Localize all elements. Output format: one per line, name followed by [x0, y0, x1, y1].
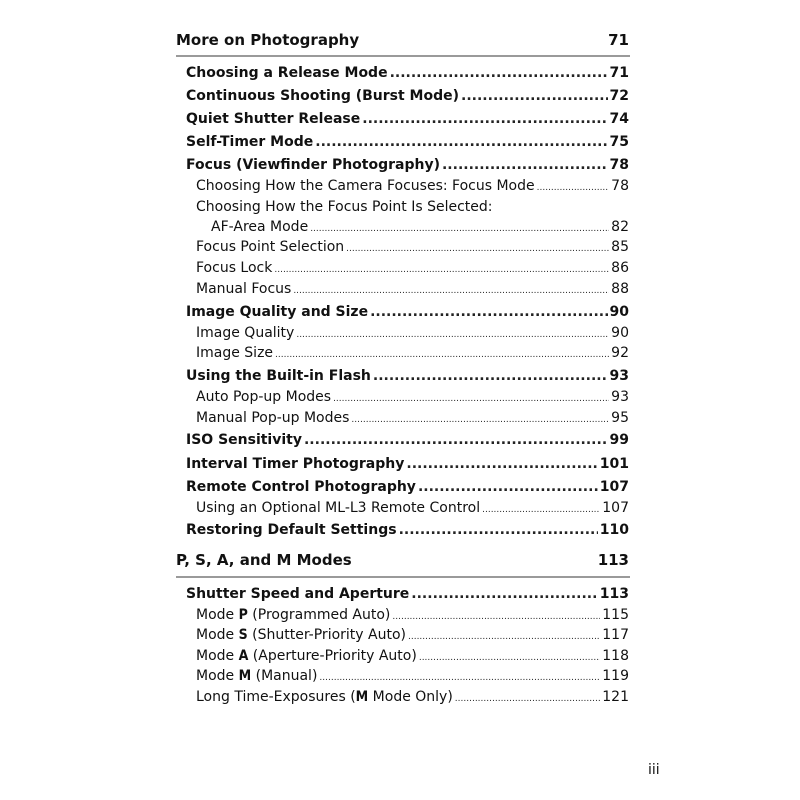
- entry-text: (Aperture-Priority Auto): [248, 648, 417, 664]
- entry-page: 78: [609, 157, 629, 173]
- toc-subentry[interactable]: [196, 689, 629, 705]
- entry-text: (Shutter-Priority Auto): [247, 627, 406, 643]
- entry-page: 95: [611, 410, 629, 426]
- entry-page: 75: [609, 134, 629, 150]
- mode-letter: A: [238, 648, 249, 664]
- section-title: More on Photography: [176, 31, 360, 49]
- toc-subentry[interactable]: [196, 239, 629, 255]
- toc-entry[interactable]: [186, 456, 629, 472]
- entry-title: Auto Pop-up Modes: [196, 389, 332, 405]
- toc-entry[interactable]: [186, 134, 629, 150]
- entry-page: 85: [611, 239, 629, 255]
- entry-title: Using an Optional ML-L3 Remote Control: [196, 500, 481, 516]
- entry-text: (Manual): [251, 668, 318, 684]
- entry-title: Restoring Default Settings: [186, 522, 397, 538]
- entry-page: 121: [602, 689, 629, 705]
- entry-page: 118: [602, 648, 629, 664]
- dot-leader: [442, 157, 608, 173]
- entry-page: 72: [609, 88, 629, 104]
- entry-prefix: Mode: [196, 627, 239, 643]
- entry-title: Focus Point Selection: [196, 239, 345, 255]
- entry-title: Remote Control Photography: [186, 479, 416, 495]
- entry-page: 74: [609, 111, 629, 127]
- section-page: 113: [597, 551, 629, 569]
- toc-entry[interactable]: [186, 111, 629, 127]
- mode-letter: M: [355, 689, 369, 705]
- dot-leader: [399, 522, 598, 538]
- entry-title: Continuous Shooting (Burst Mode): [186, 88, 460, 104]
- dot-leader: [315, 134, 607, 150]
- toc-subentry[interactable]: [196, 410, 629, 426]
- entry-title: Image Size: [196, 345, 274, 361]
- toc-entry[interactable]: [186, 88, 629, 104]
- section-title: P, S, A, and M Modes: [176, 551, 352, 569]
- entry-title: [196, 607, 390, 623]
- dot-leader: [293, 286, 609, 296]
- dot-leader: [346, 244, 609, 254]
- entry-page: 110: [599, 522, 629, 538]
- toc-subentry[interactable]: [196, 648, 629, 664]
- entry-title: Self-Timer Mode: [186, 134, 314, 150]
- toc-subentry[interactable]: [196, 325, 629, 341]
- dot-leader: [482, 505, 600, 515]
- page-number: iii: [648, 762, 660, 778]
- toc-entry[interactable]: [186, 304, 629, 320]
- dot-leader: [304, 432, 608, 448]
- entry-title: Quiet Shutter Release: [186, 111, 361, 127]
- toc-entry[interactable]: [186, 65, 629, 81]
- entry-page: 119: [602, 668, 629, 684]
- dot-leader: [319, 673, 600, 683]
- entry-page: 101: [599, 456, 629, 472]
- mode-letter: S: [238, 627, 248, 643]
- entry-page: 107: [602, 500, 629, 516]
- toc-subentry-first-line[interactable]: Choosing How the Focus Point Is Selected:: [196, 199, 493, 215]
- dot-leader: [373, 368, 608, 384]
- toc-subentry[interactable]: [196, 668, 629, 684]
- dot-leader: [390, 65, 608, 81]
- entry-page: 78: [611, 178, 629, 194]
- dot-leader: [461, 88, 607, 104]
- entry-title: [196, 627, 406, 643]
- toc-entry[interactable]: [186, 479, 629, 495]
- dot-leader: [419, 653, 600, 663]
- dot-leader: [362, 111, 607, 127]
- entry-title: [196, 689, 453, 705]
- dot-leader: [418, 479, 598, 495]
- section-header: [176, 28, 629, 52]
- entry-title: Using the Built-in Flash: [186, 368, 371, 384]
- entry-page: 115: [602, 607, 629, 623]
- entry-title: Image Quality: [196, 325, 295, 341]
- toc-subentry[interactable]: [196, 607, 629, 623]
- toc-subentry[interactable]: [196, 500, 629, 516]
- dot-leader: [411, 586, 597, 602]
- entry-title: Manual Focus: [196, 281, 292, 297]
- entry-title: Shutter Speed and Aperture: [186, 586, 410, 602]
- dot-leader: [275, 350, 609, 360]
- toc-entry[interactable]: [186, 157, 629, 173]
- entry-page: 93: [609, 368, 629, 384]
- toc-subentry[interactable]: [196, 281, 629, 297]
- entry-page: 71: [609, 65, 629, 81]
- entry-title: Interval Timer Photography: [186, 456, 405, 472]
- section-header: [176, 548, 629, 572]
- dot-leader: [392, 612, 600, 622]
- toc-entry[interactable]: [186, 522, 629, 538]
- entry-page: 90: [609, 304, 629, 320]
- section-page: 71: [608, 31, 629, 49]
- dot-leader: [310, 224, 609, 234]
- toc-entry[interactable]: [186, 586, 629, 602]
- entry-page: 113: [599, 586, 629, 602]
- entry-title: Choosing a Release Mode: [186, 65, 388, 81]
- entry-page: 117: [602, 627, 629, 643]
- dot-leader: [351, 415, 609, 425]
- entry-prefix: Mode: [196, 607, 239, 623]
- toc-subentry[interactable]: [196, 345, 629, 361]
- toc-entry[interactable]: [186, 368, 629, 384]
- dot-leader: [274, 265, 609, 275]
- entry-title: AF-Area Mode: [211, 219, 309, 235]
- entry-page: 88: [611, 281, 629, 297]
- dot-leader: [408, 632, 600, 642]
- toc-subentry[interactable]: [196, 178, 629, 194]
- dot-leader: [370, 304, 607, 320]
- section-rule: [176, 576, 630, 578]
- entry-text: (Programmed Auto): [247, 607, 391, 623]
- dot-leader: [406, 456, 597, 472]
- dot-leader: [537, 183, 610, 193]
- dot-leader: [455, 694, 600, 704]
- mode-letter: P: [238, 607, 248, 623]
- toc-subentry[interactable]: [196, 389, 629, 405]
- entry-title: Choosing How the Camera Focuses: Focus Mode: [196, 178, 535, 194]
- toc-subentry[interactable]: [196, 260, 629, 276]
- entry-title: ISO Sensitivity: [186, 432, 302, 448]
- mode-letter: M: [238, 668, 252, 684]
- toc-subentry-continuation[interactable]: [211, 219, 629, 235]
- entry-prefix: Long Time-Exposures (: [196, 689, 356, 705]
- entry-title: Focus Lock: [196, 260, 273, 276]
- entry-text: Mode Only): [368, 689, 453, 705]
- entry-title: Focus (Viewfinder Photography): [186, 157, 440, 173]
- dot-leader: [296, 330, 609, 340]
- entry-prefix: Mode: [196, 668, 239, 684]
- entry-title: [196, 668, 317, 684]
- toc-subentry[interactable]: [196, 627, 629, 643]
- entry-title: Image Quality and Size: [186, 304, 369, 320]
- entry-title: [196, 648, 417, 664]
- section-rule: [176, 55, 630, 57]
- entry-page: 82: [611, 219, 629, 235]
- entry-page: 86: [611, 260, 629, 276]
- toc-entry[interactable]: [186, 432, 629, 448]
- entry-page: 92: [611, 345, 629, 361]
- entry-prefix: Mode: [196, 648, 239, 664]
- entry-page: 107: [599, 479, 629, 495]
- entry-title: Manual Pop-up Modes: [196, 410, 350, 426]
- entry-page: 90: [611, 325, 629, 341]
- dot-leader: [333, 394, 609, 404]
- entry-page: 93: [611, 389, 629, 405]
- entry-page: 99: [609, 432, 629, 448]
